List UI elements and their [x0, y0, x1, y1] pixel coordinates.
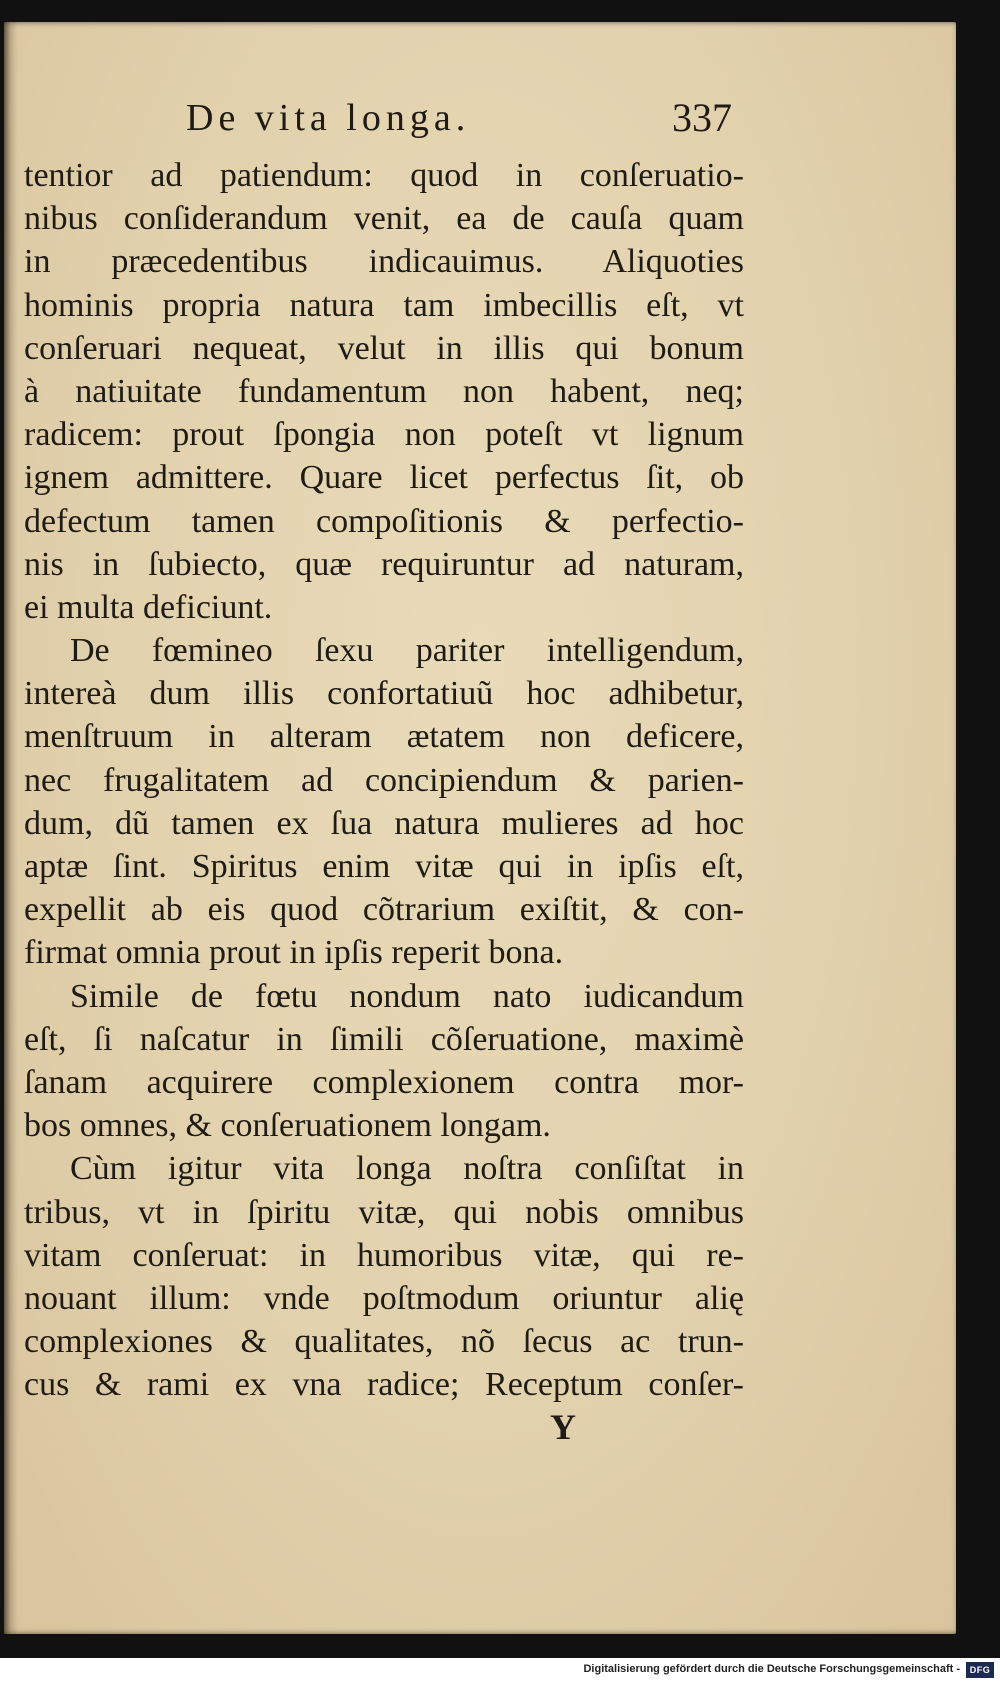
- text-line: eſt, ſi naſcatur in ſimili cõſeruatione, maximè: [24, 1020, 744, 1058]
- funding-credit: Digitalisierung gefördert durch die Deutsche Forschungsgemeinschaft -: [583, 1663, 960, 1675]
- text-line: complexiones & qualitates, nõ ſecus ac trun-: [24, 1323, 744, 1361]
- running-head: De vita longa.: [186, 97, 471, 139]
- text-line: cus & rami ex vna radice; Receptum conſer-: [24, 1366, 744, 1404]
- text-line: ei multa deficiunt.: [24, 588, 273, 626]
- text-line: nec frugalitatem ad concipiendum & parien-: [24, 761, 744, 799]
- text-line: bos omnes, & conſeruationem longam.: [24, 1107, 551, 1145]
- text-line: tentior ad patiendum: quod in conſeruatio-: [24, 157, 744, 194]
- text-line: firmat omnia prout in ipſis reperit bona.: [24, 934, 564, 972]
- text-line: aptæ ſint. Spiritus enim vitæ qui in ipſis eſt,: [24, 848, 744, 885]
- signature-mark: Y: [550, 1407, 576, 1447]
- text-line: vitam conſeruat: in humoribus vitæ, qui re-: [24, 1236, 744, 1274]
- text-line: ignem admittere. Quare licet perfectus ſit, ob: [24, 459, 744, 497]
- text-line: hominis propria natura tam imbecillis eſt, vt: [24, 286, 744, 324]
- page-number: 337: [672, 95, 732, 140]
- text-line: radicem: prout ſpongia non poteſt vt lignum: [24, 416, 744, 454]
- text-line: De fœmineo ſexu pariter intelligendum,: [70, 632, 744, 670]
- book-page: [4, 22, 956, 1634]
- text-line: defectum tamen compoſitionis & perfectio-: [24, 502, 744, 540]
- text-line: Simile de fœtu nondum nato iudicandum: [70, 977, 744, 1015]
- text-line: nouant illum: vnde poſtmodum oriuntur alię: [24, 1279, 744, 1317]
- text-line: ſanam acquirere complexionem contra mor-: [24, 1063, 744, 1101]
- text-line: menſtruum in alteram ætatem non deficere,: [24, 718, 744, 756]
- text-line: expellit ab eis quod cõtrarium exiſtit, & con-: [24, 891, 744, 929]
- text-line: conſeruari nequeat, velut in illis qui bonum: [24, 329, 744, 367]
- text-line: tribus, vt in ſpiritu vitæ, qui nobis omnibus: [24, 1193, 744, 1231]
- body-text: [24, 154, 744, 1406]
- text-line: dum, dũ tamen ex ſua natura mulieres ad hoc: [24, 804, 744, 842]
- text-line: nibus conſiderandum venit, ea de cauſa quam: [24, 200, 744, 238]
- text-line: à natiuitate fundamentum non habent, neq;: [24, 372, 744, 410]
- text-line: in præcedentibus indicauimus. Aliquoties: [24, 243, 744, 281]
- text-line: nis in ſubiecto, quæ requiruntur ad naturam,: [24, 545, 744, 583]
- text-line: intereà dum illis confortatiuũ hoc adhibetur,: [24, 675, 744, 713]
- digitization-footer: [0, 1658, 1000, 1683]
- text-line: Cùm igitur vita longa noſtra conſiſtat in: [70, 1150, 744, 1188]
- dfg-logo-icon: DFG: [966, 1662, 994, 1678]
- page-header: [4, 80, 956, 140]
